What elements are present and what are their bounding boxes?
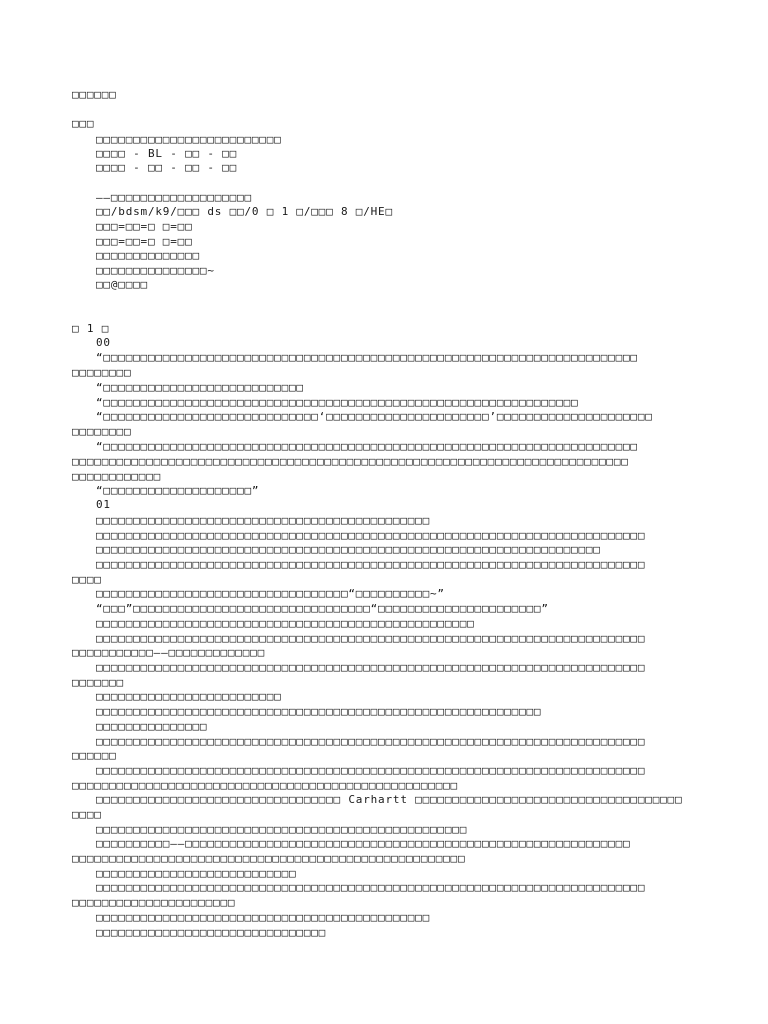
text-line: □□□□□□□□□□□□□□□~ <box>96 264 215 277</box>
subsection-number: 01 <box>96 498 111 511</box>
text-line: □□□□□□□□□□□——□□□□□□□□□□□□□ <box>72 646 265 659</box>
text-line: “□□□□□□□□□□□□□□□□□□□□□□□□□□□□□‘□□□□□□□□□□□□□□□□□□□□□□’□□□□□□□□□□□□□□□□□□□□□ <box>96 410 653 423</box>
doc-title: □□□□□□ <box>72 88 117 101</box>
text-line: “□□□”□□□□□□□□□□□□□□□□□□□□□□□□□□□□□□□□“□□□□□□□□□□□□□□□□□□□□□□” <box>96 602 549 615</box>
text-line: □□□□□□□□□□□□□□□□□□□□□□□□□□□□□□□□□ Carhartt □□□□□□□□□□□□□□□□□□□□□□□□□□□□□□□□□□□□ <box>96 793 683 806</box>
text-line: □□□□□□□□□□□□□□□□□□□□□□□□□□□□□□□□□□□□□□□□□□□□□□□□□□□ <box>96 617 475 630</box>
text-line: □□□□□□□ <box>72 676 124 689</box>
text-line: □□□=□□=□ □=□□ <box>96 235 193 248</box>
text-line: □□□□ - BL - □□ - □□ <box>96 147 238 160</box>
text-line: □□□□□□□□□□□□□□□□□□□□□□□□□ <box>96 133 282 146</box>
text-line: □□□□□□□□ <box>72 366 132 379</box>
text-line: □□□□□□□□□□□□□□□□□□□□□□□□□□□□□□□□□□“□□□□□□□□□□~” <box>96 587 445 600</box>
text-line: □□□□□□□□□□□□□□□ <box>96 720 208 733</box>
text-line: “□□□□□□□□□□□□□□□□□□□□” <box>96 484 260 497</box>
text-line: □□□□□□□□□□□□□□□□□□□□□□□□□□□□□□□□□□□□□□□□□□□□□□□□□□□□□□□□□□□□□□□□□□□□□□□□□□ <box>96 529 646 542</box>
text-line: □□□□□□□□□□□□□□□□□□□□□□□□□□□□□□□□□□□□□□□□□□□□□□□□□□□□□□□□□□□□□□□□□□□□□□□□□□ <box>96 881 646 894</box>
text-line: □□□=□□=□ □=□□ <box>96 220 193 233</box>
text-line: □□□□□□□□□□□□□□□□□□□□□□□□□□□□□□□□□□□□□□□□□□□□□□□□□□□□□□□□□□□□□□□□□□□□□□□□□□□ <box>72 455 629 468</box>
text-line: □□/bdsm/k9/□□□ ds □□/0 □ 1 □/□□□ 8 □/HE□ <box>96 205 393 218</box>
text-line: “□□□□□□□□□□□□□□□□□□□□□□□□□□□ <box>96 381 304 394</box>
text-line: □□□□ <box>72 573 102 586</box>
text-line: □□□□□□□□□□□□□□□□□□□□□□ <box>72 896 236 909</box>
text-line: □□□□□□□□□□□□□□□□□□□□□□□□□□□□□□□□□□□□□□□□□□□□□□□□□□□□□ <box>72 852 466 865</box>
text-line: □□□□□□□□□□□□□□□□□□□□□□□□□□□□□□□□□□□□□□□□□□□□□□□□□□□□□□□□□□□□□□□□□□□□□□□□□□ <box>96 661 646 674</box>
text-line: □□□□□□□□□□□□□□□□□□□□□□□□□□□□□□□□□□□□□□□□□□□□□□□□□□□□□□□□□□□□ <box>96 705 542 718</box>
text-line: □□□□□□□□□□□□□□□□□□□□□□□□□□□□□□□□□□□□□□□□□□□□□□□□□□ <box>96 823 468 836</box>
section-heading: □□□ <box>72 117 95 130</box>
text-line: ——□□□□□□□□□□□□□□□□□□□ <box>96 191 252 204</box>
text-line: □□□□□□ <box>72 749 117 762</box>
text-line: □□□□□□□□□□□□□□□□□□□□□□□□□□□□□□□□□□□□□□□□□□□□□□□□□□□□ <box>72 779 458 792</box>
text-line: □□□□ <box>72 808 102 821</box>
text-line: “□□□□□□□□□□□□□□□□□□□□□□□□□□□□□□□□□□□□□□□□□□□□□□□□□□□□□□□□□□□□□□□□ <box>96 396 579 409</box>
subsection-number: 00 <box>96 336 111 349</box>
text-line: □□□□□□□□□□□□□□□□□□□□□□□□□□□□□□□□□□□□□□□□□□□□□□□□□□□□□□□□□□□□□□□□□□□□□□□□□□ <box>96 735 646 748</box>
text-line: □□□□□□□□□□□□ <box>72 470 162 483</box>
text-line: □□□□□□□□□□□□□□□□□□□□□□□□□□□□□□□ <box>96 926 327 939</box>
text-line: □□□□□□□□□□□□□□□□□□□□□□□□□□□□□□□□□□□□□□□□□□□□□□□□□□□□□□□□□□□□□□□□□□□□□□□□□□ <box>96 764 646 777</box>
text-line: □□□□□□□□ <box>72 425 132 438</box>
text-line: □□□□□□□□□□□□□□□□□□□□□□□□□□□□□□□□□□□□□□□□□□□□□ <box>96 911 431 924</box>
text-line: □□□□□□□□□□□□□□□□□□□□□□□□□□□□□□□□□□□□□□□□□□□□□ <box>96 514 431 527</box>
text-line: □□□□□□□□□□□□□□□□□□□□□□□□□□□ <box>96 867 297 880</box>
text-line: □□□□□□□□□□□□□□ <box>96 249 200 262</box>
text-line: □□□□□□□□□□□□□□□□□□□□□□□□□□□□□□□□□□□□□□□□□□□□□□□□□□□□□□□□□□□□□□□□□□□□□□□□□□ <box>96 632 646 645</box>
text-line: □□□□□□□□□□□□□□□□□□□□□□□□□□□□□□□□□□□□□□□□□□□□□□□□□□□□□□□□□□□□□□□□□□□□ <box>96 543 601 556</box>
text-line: “□□□□□□□□□□□□□□□□□□□□□□□□□□□□□□□□□□□□□□□□□□□□□□□□□□□□□□□□□□□□□□□□□□□□□□□□ <box>96 351 638 364</box>
text-line: □□□□□□□□□□——□□□□□□□□□□□□□□□□□□□□□□□□□□□□□□□□□□□□□□□□□□□□□□□□□□□□□□□□□□□□ <box>96 837 631 850</box>
text-line: □□□□ - □□ - □□ - □□ <box>96 161 238 174</box>
text-line: □□□□□□□□□□□□□□□□□□□□□□□□□ <box>96 690 282 703</box>
text-line: □□□□□□□□□□□□□□□□□□□□□□□□□□□□□□□□□□□□□□□□□□□□□□□□□□□□□□□□□□□□□□□□□□□□□□□□□□ <box>96 558 646 571</box>
text-line: □□@□□□□ <box>96 278 148 291</box>
section-heading: □ 1 □ <box>72 322 110 335</box>
text-line: “□□□□□□□□□□□□□□□□□□□□□□□□□□□□□□□□□□□□□□□□□□□□□□□□□□□□□□□□□□□□□□□□□□□□□□□□ <box>96 440 638 453</box>
